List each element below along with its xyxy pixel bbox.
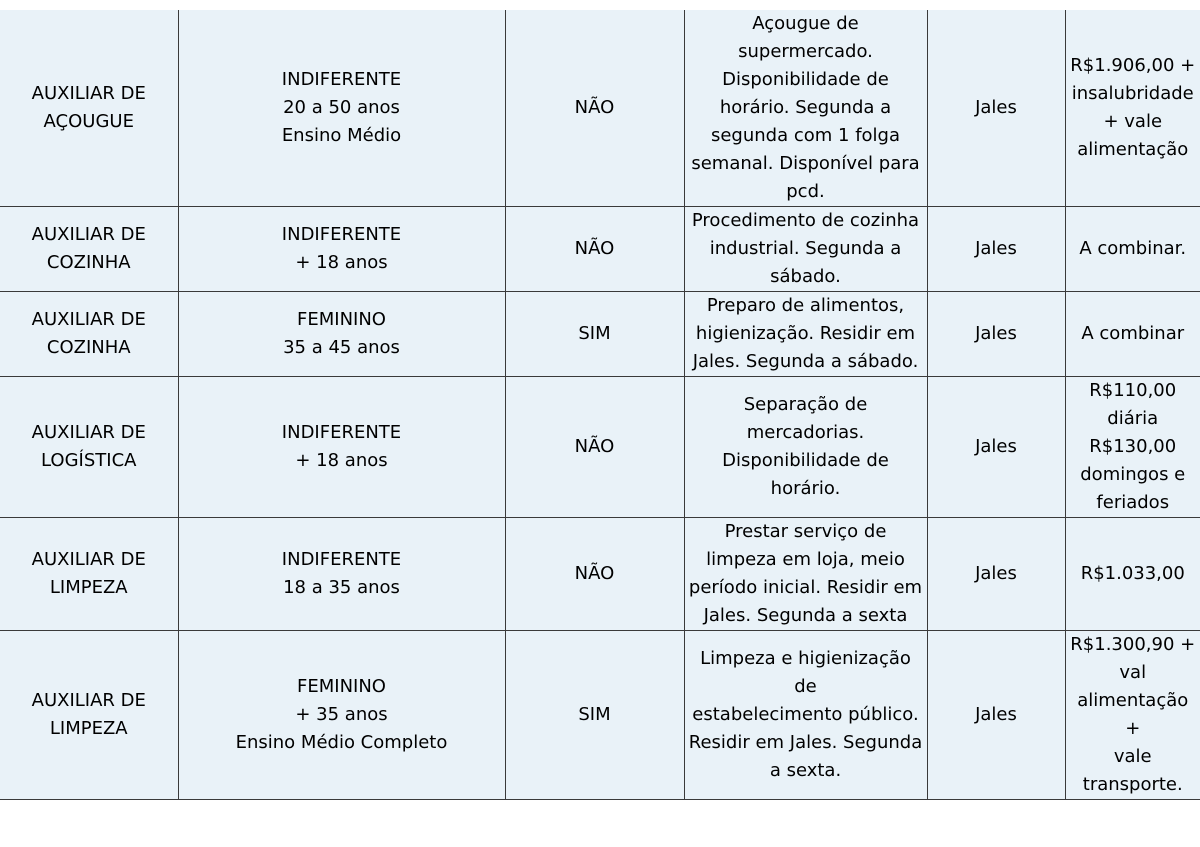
salary-line: R$1.033,00: [1080, 563, 1185, 584]
profile-line: INDIFERENTE: [281, 549, 402, 570]
salary-cell: [1065, 518, 1200, 631]
table-row: [0, 518, 1200, 631]
requirements-line: pcd.: [786, 181, 825, 202]
requirements-line: Residir em Jales. Segunda: [688, 732, 923, 753]
profile-line: + 18 anos: [295, 252, 388, 273]
requirements-line: estabelecimento público.: [692, 704, 919, 725]
table-row: [0, 207, 1200, 292]
profile-line: Ensino Médio Completo: [235, 732, 448, 753]
salary-cell: [1065, 10, 1200, 207]
requirements-cell: [684, 631, 927, 800]
requirements-line: higienização. Residir em: [695, 323, 916, 344]
experience-cell: SIM: [505, 292, 684, 377]
job-title-line: LIMPEZA: [49, 718, 128, 739]
requirements-cell: [684, 518, 927, 631]
experience-cell: SIM: [505, 631, 684, 800]
salary-line: R$1.906,00 +: [1070, 55, 1196, 76]
job-title-line: AUXILIAR DE: [31, 422, 146, 443]
profile-line: + 18 anos: [295, 450, 388, 471]
profile-cell: [178, 292, 505, 377]
job-title-cell: [0, 518, 178, 631]
profile-line: INDIFERENTE: [281, 69, 402, 90]
requirements-line: Disponibilidade de: [722, 450, 889, 471]
job-title-line: COZINHA: [46, 337, 131, 358]
salary-line: alimentação: [1077, 139, 1189, 160]
requirements-cell: [684, 207, 927, 292]
city-cell: Jales: [927, 292, 1065, 377]
requirements-line: sábado.: [770, 266, 841, 287]
salary-line: feriados: [1096, 492, 1170, 513]
job-title-cell: [0, 292, 178, 377]
salary-line: insalubridade: [1071, 83, 1194, 104]
city-cell: Jales: [927, 207, 1065, 292]
profile-line: FEMININO: [297, 309, 386, 330]
job-title-line: AUXILIAR DE: [31, 549, 146, 570]
salary-line: transporte.: [1082, 774, 1183, 795]
table-row: [0, 292, 1200, 377]
requirements-line: supermercado.: [738, 41, 873, 62]
salary-line: R$1.300,90 +: [1070, 634, 1196, 655]
job-title-line: AUXILIAR DE: [31, 690, 146, 711]
profile-line: 20 a 50 anos: [283, 97, 400, 118]
table-row: [0, 631, 1200, 800]
requirements-line: período inicial. Residir em: [688, 577, 923, 598]
requirements-line: Açougue de: [752, 13, 859, 34]
requirements-line: mercadorias.: [746, 422, 865, 443]
salary-cell: [1065, 207, 1200, 292]
salary-line: alimentação +: [1077, 690, 1189, 739]
profile-cell: [178, 10, 505, 207]
requirements-line: horário.: [770, 478, 841, 499]
salary-line: val: [1119, 662, 1147, 683]
profile-cell: [178, 518, 505, 631]
table-row: [0, 377, 1200, 518]
table-row: [0, 10, 1200, 207]
profile-cell: [178, 207, 505, 292]
profile-cell: [178, 377, 505, 518]
requirements-line: segunda com 1 folga: [710, 125, 901, 146]
requirements-cell: [684, 10, 927, 207]
profile-line: Ensino Médio: [281, 125, 402, 146]
requirements-line: Separação de: [743, 394, 868, 415]
profile-line: + 35 anos: [295, 704, 388, 725]
requirements-cell: [684, 377, 927, 518]
job-title-line: AUXILIAR DE: [31, 224, 146, 245]
salary-line: R$110,00: [1089, 380, 1177, 401]
profile-cell: [178, 631, 505, 800]
salary-line: A combinar: [1081, 323, 1185, 344]
profile-line: FEMININO: [297, 676, 386, 697]
requirements-line: industrial. Segunda a: [709, 238, 902, 259]
job-title-cell: [0, 10, 178, 207]
profile-line: 35 a 45 anos: [283, 337, 400, 358]
job-title-line: COZINHA: [46, 252, 131, 273]
profile-line: INDIFERENTE: [281, 224, 402, 245]
requirements-line: limpeza em loja, meio: [706, 549, 905, 570]
experience-cell: NÃO: [505, 207, 684, 292]
job-title-line: AUXILIAR DE: [31, 309, 146, 330]
salary-cell: [1065, 377, 1200, 518]
requirements-cell: [684, 292, 927, 377]
salary-line: domingos e: [1080, 464, 1186, 485]
job-title-line: LIMPEZA: [49, 577, 128, 598]
city-cell: Jales: [927, 518, 1065, 631]
requirements-line: a sexta.: [769, 760, 842, 781]
requirements-line: Jales. Segunda a sábado.: [692, 351, 919, 372]
salary-line: A combinar.: [1079, 238, 1187, 259]
salary-line: vale: [1113, 746, 1152, 767]
requirements-line: Procedimento de cozinha: [691, 210, 920, 231]
salary-line: R$130,00: [1089, 436, 1177, 457]
job-title-cell: [0, 631, 178, 800]
experience-cell: NÃO: [505, 10, 684, 207]
requirements-line: Prestar serviço de: [724, 521, 887, 542]
salary-cell: [1065, 292, 1200, 377]
job-listings-table: [0, 10, 1200, 800]
job-title-line: AÇOUGUE: [43, 111, 134, 132]
experience-cell: NÃO: [505, 377, 684, 518]
job-title-cell: [0, 377, 178, 518]
city-cell: Jales: [927, 631, 1065, 800]
profile-line: 18 a 35 anos: [283, 577, 400, 598]
salary-line: diária: [1107, 408, 1159, 429]
salary-line: + vale: [1103, 111, 1163, 132]
requirements-line: Jales. Segunda a sexta: [703, 605, 908, 626]
profile-line: INDIFERENTE: [281, 422, 402, 443]
requirements-line: Limpeza e higienização de: [700, 648, 911, 697]
job-title-line: LOGÍSTICA: [41, 450, 137, 471]
requirements-line: horário. Segunda a: [719, 97, 892, 118]
requirements-line: Disponibilidade de: [722, 69, 889, 90]
job-title-cell: [0, 207, 178, 292]
city-cell: Jales: [927, 377, 1065, 518]
city-cell: Jales: [927, 10, 1065, 207]
requirements-line: Preparo de alimentos,: [706, 295, 905, 316]
job-title-line: AUXILIAR DE: [31, 83, 146, 104]
requirements-line: semanal. Disponível para: [691, 153, 920, 174]
salary-cell: [1065, 631, 1200, 800]
experience-cell: NÃO: [505, 518, 684, 631]
